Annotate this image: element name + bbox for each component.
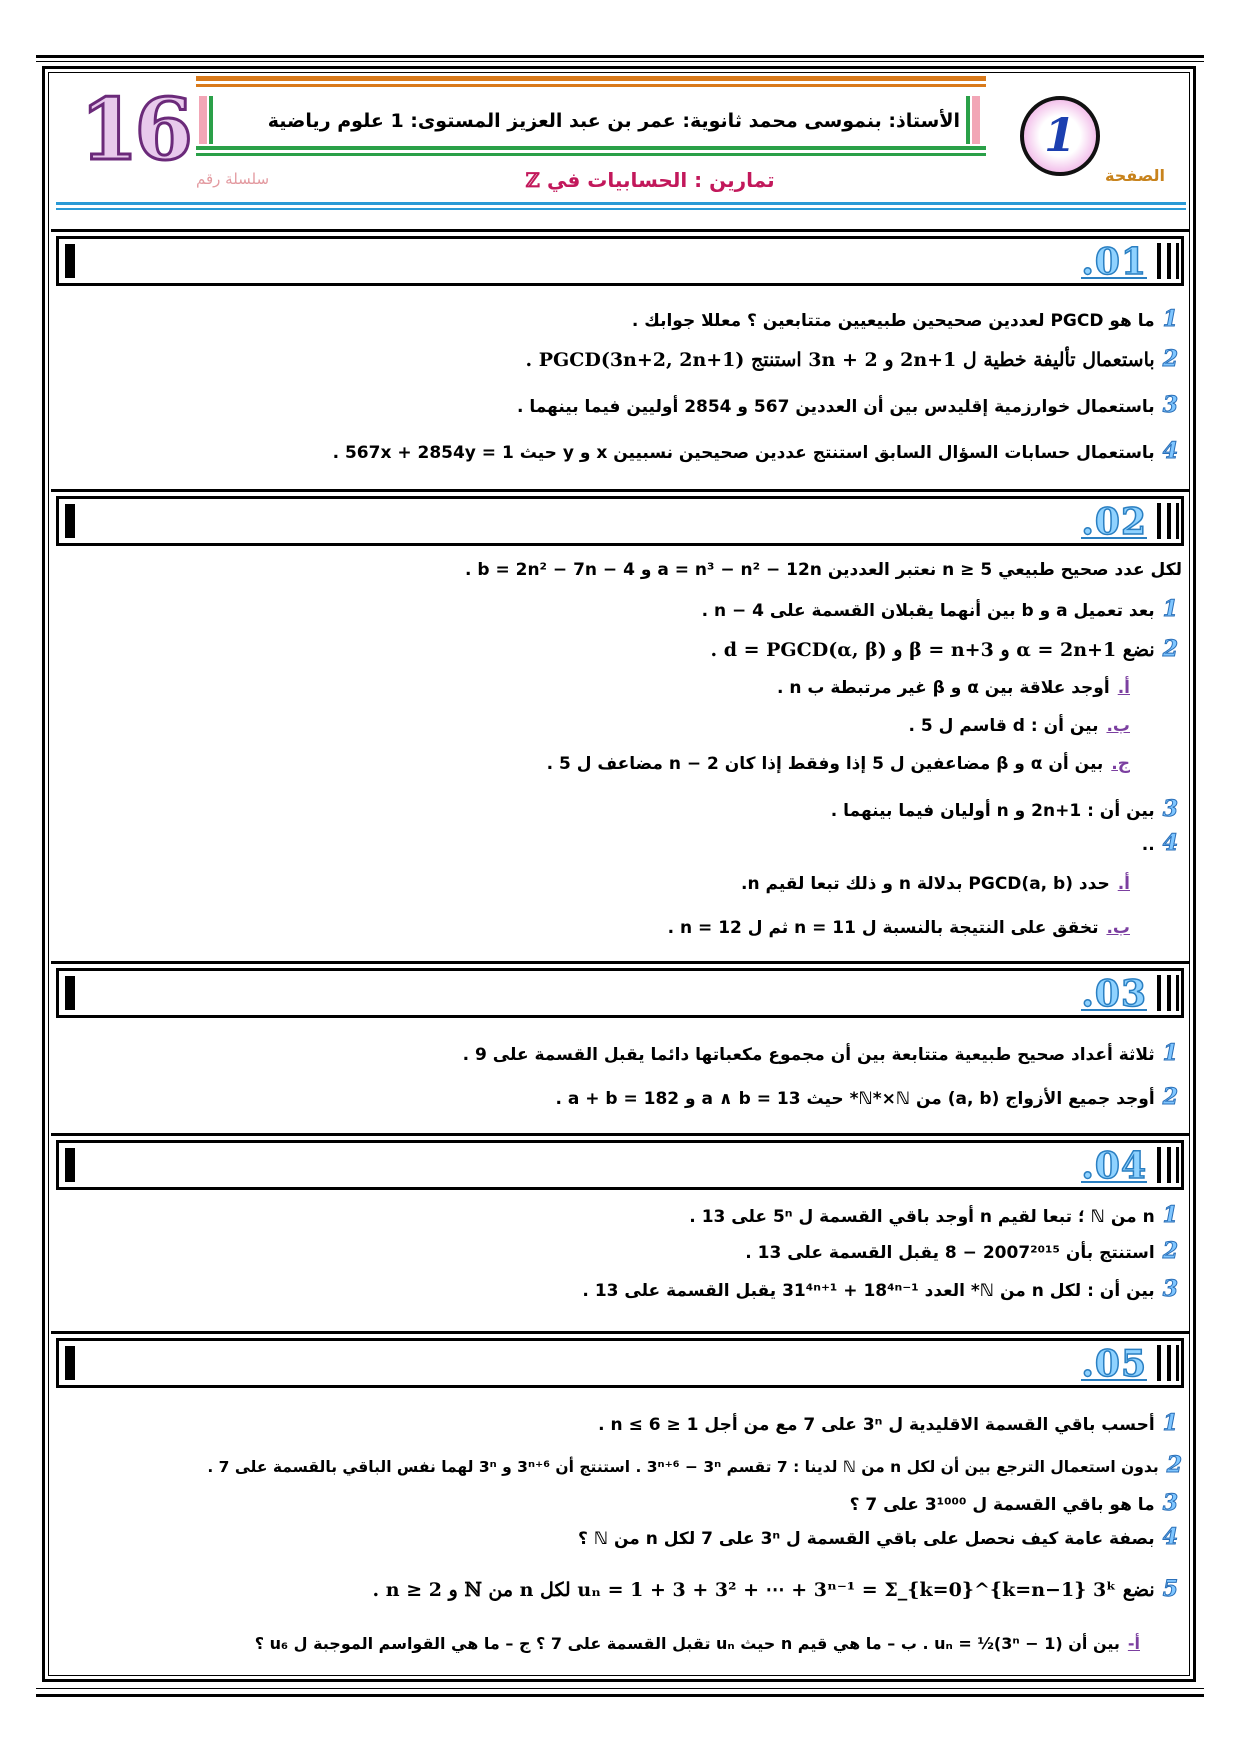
- ex2-q3: 3بين أن : 2n+1 و n أوليان فيما بينهما .: [830, 796, 1178, 822]
- exercise-header-02: [56, 496, 1184, 546]
- ex4-q3: 3بين أن : لكل n من ℕ* العدد 31⁴ⁿ⁺¹ + 18⁴ⁿ⁻¹ يقبل القسمة على 13 .: [582, 1276, 1178, 1302]
- ex4-q1: 1n من ℕ ؛ تبعا لقيم n أوجد باقي القسمة ل 5ⁿ على 13 .: [689, 1202, 1178, 1228]
- page-label: الصفحة: [1105, 166, 1166, 185]
- ex5-q4: 4بصفة عامة كيف نحصل على باقي القسمة ل 3ⁿ على 7 لكل n من ℕ ؟: [578, 1524, 1178, 1550]
- ex2-q4a: أ.حدد PGCD(a, b) بدلالة n و ذلك تبعا لقيم n.: [741, 874, 1130, 894]
- ex2-q4b: ب.تخقق على النتيجة بالنسبة ل n = 11 ثم ل n = 12 .: [667, 918, 1130, 938]
- series-number: 16: [80, 80, 189, 179]
- ex2-q2: 2نضع α = 2n+1 و β = n+3 و d = PGCD(α, β) .: [710, 636, 1178, 662]
- teacher-info: الأستاذ: بنموسى محمد ثانوية: عمر بن عبد العزيز المستوى: 1 علوم رياضية: [267, 110, 960, 132]
- outer-rule-top-thin: [36, 61, 1204, 62]
- exercise-number: .03: [1081, 973, 1147, 1015]
- outer-rule-bottom-thin: [36, 1688, 1204, 1689]
- ex2-q2c: ج.بين أن α و β مضاعفين ل 5 إذا وفقط إذا كان n − 2 مضاعف ل 5 .: [546, 754, 1130, 774]
- ex5-q3: 3ما هو باقي القسمة ل 3¹⁰⁰⁰ على 7 ؟: [849, 1490, 1178, 1516]
- exercise-number: .01: [1081, 241, 1147, 283]
- header-rule-orange: [196, 76, 986, 81]
- ex2-q4: 4..: [1141, 830, 1178, 856]
- integer-set-symbol: ℤ: [525, 168, 541, 192]
- header-rule-blue-thin: [56, 208, 1186, 210]
- header-green-bar-left: [209, 96, 213, 144]
- ex1-q4: 4باستعمال حسابات السؤال السابق استنتج عددين صحيحين نسبيين x و y حيث 567x + 2854y = 1 .: [332, 438, 1178, 464]
- ex2-q2b: ب.بين أن : d قاسم ل 5 .: [908, 716, 1130, 736]
- ex4-q2: 2استنتج بأن 2007²⁰¹⁵ − 8 يقبل القسمة على 13 .: [745, 1238, 1178, 1264]
- header-rule-blue: [56, 202, 1186, 205]
- ex5-q5: 5نضع uₙ = 1 + 3 + 3² + ⋯ + 3ⁿ⁻¹ = Σ_{k=0}^{k=n−1} 3ᵏ لكل n من ℕ و n ≥ 2 .: [372, 1576, 1178, 1602]
- exercise-header-03: [56, 968, 1184, 1018]
- exercise-header-04: [56, 1140, 1184, 1190]
- ex2-q1: 1بعد تعميل a و b بين أنهما يقبلان القسمة على n − 4 .: [701, 596, 1178, 622]
- ex3-q1: 1ثلاثة أعداد صحيح طبيعية متتابعة بين أن مجموع مكعباتها دائما يقبل القسمة على 9 .: [462, 1040, 1178, 1066]
- ex1-q1: 1ما هو PGCD لعددين صحيحين طبيعيين متتابعين ؟ معللا جوابك .: [631, 306, 1178, 332]
- exercise-number: .04: [1081, 1145, 1147, 1187]
- header-green-bar-right: [966, 96, 970, 144]
- ex3-q2: 2أوجد جميع الأزواج (a, b) من ℕ*×ℕ* حيث a ∧ b = 13 و a + b = 182 .: [555, 1084, 1178, 1110]
- header-pink-bar-left: [199, 96, 207, 144]
- header-pink-bar-right: [972, 96, 980, 144]
- ex5-q1: 1أحسب باقي القسمة الاقليدية ل 3ⁿ على 7 مع من أجل 1 ≤ n ≤ 6 .: [598, 1410, 1178, 1436]
- exercise-number: .02: [1081, 501, 1147, 543]
- ex2-intro: لكل عدد صحيح طبيعي n ≥ 5 نعتبر العددين a = n³ − n² − 12n و b = 2n² − 7n − 4 .: [464, 560, 1182, 580]
- ex1-q2: 2باستعمال تأليفة خطية ل 2n+1 و 3n + 2 استنتج PGCD(3n+2, 2n+1) .: [525, 346, 1178, 372]
- page-title-text: تمارين : الحسابيات في: [546, 168, 775, 192]
- page-title: [350, 168, 950, 192]
- header-rule-orange-thin: [196, 84, 986, 87]
- header-rule-green-thin: [196, 153, 986, 156]
- ex2-q2a: أ.أوجد علاقة بين α و β غير مرتبطة ب n .: [776, 678, 1130, 698]
- ex5-q2: 2بدون استعمال الترجع بين أن لكل n من ℕ لدينا : 7 تقسم 3ⁿ⁺⁶ − 3ⁿ . استنتج أن 3ⁿ⁺⁶ و 3ⁿ لهما نفس الباقي بالقسمة على 7 .: [207, 1452, 1182, 1478]
- ex5-q5a: أ-بين أن uₙ = ½(3ⁿ − 1) . ب – ما هي قيم n حيث uₙ تقبل القسمة على 7 ؟ ج – ما هي القواسم الموجبة ل u₆ ؟: [254, 1634, 1140, 1653]
- outer-rule-bottom: [36, 1694, 1204, 1697]
- ex1-q3: 3باستعمال خوارزمية إقليدس بين أن العددين 567 و 2854 أوليين فيما بينهما .: [516, 392, 1178, 418]
- exercise-header-01: [56, 236, 1184, 286]
- logo-badge: 1: [1020, 96, 1100, 176]
- series-label: سلسلة رقم: [196, 170, 270, 188]
- exercise-number: .05: [1081, 1343, 1147, 1385]
- outer-rule-top: [36, 55, 1204, 58]
- header-rule-green: [196, 146, 986, 150]
- exercise-header-05: [56, 1338, 1184, 1388]
